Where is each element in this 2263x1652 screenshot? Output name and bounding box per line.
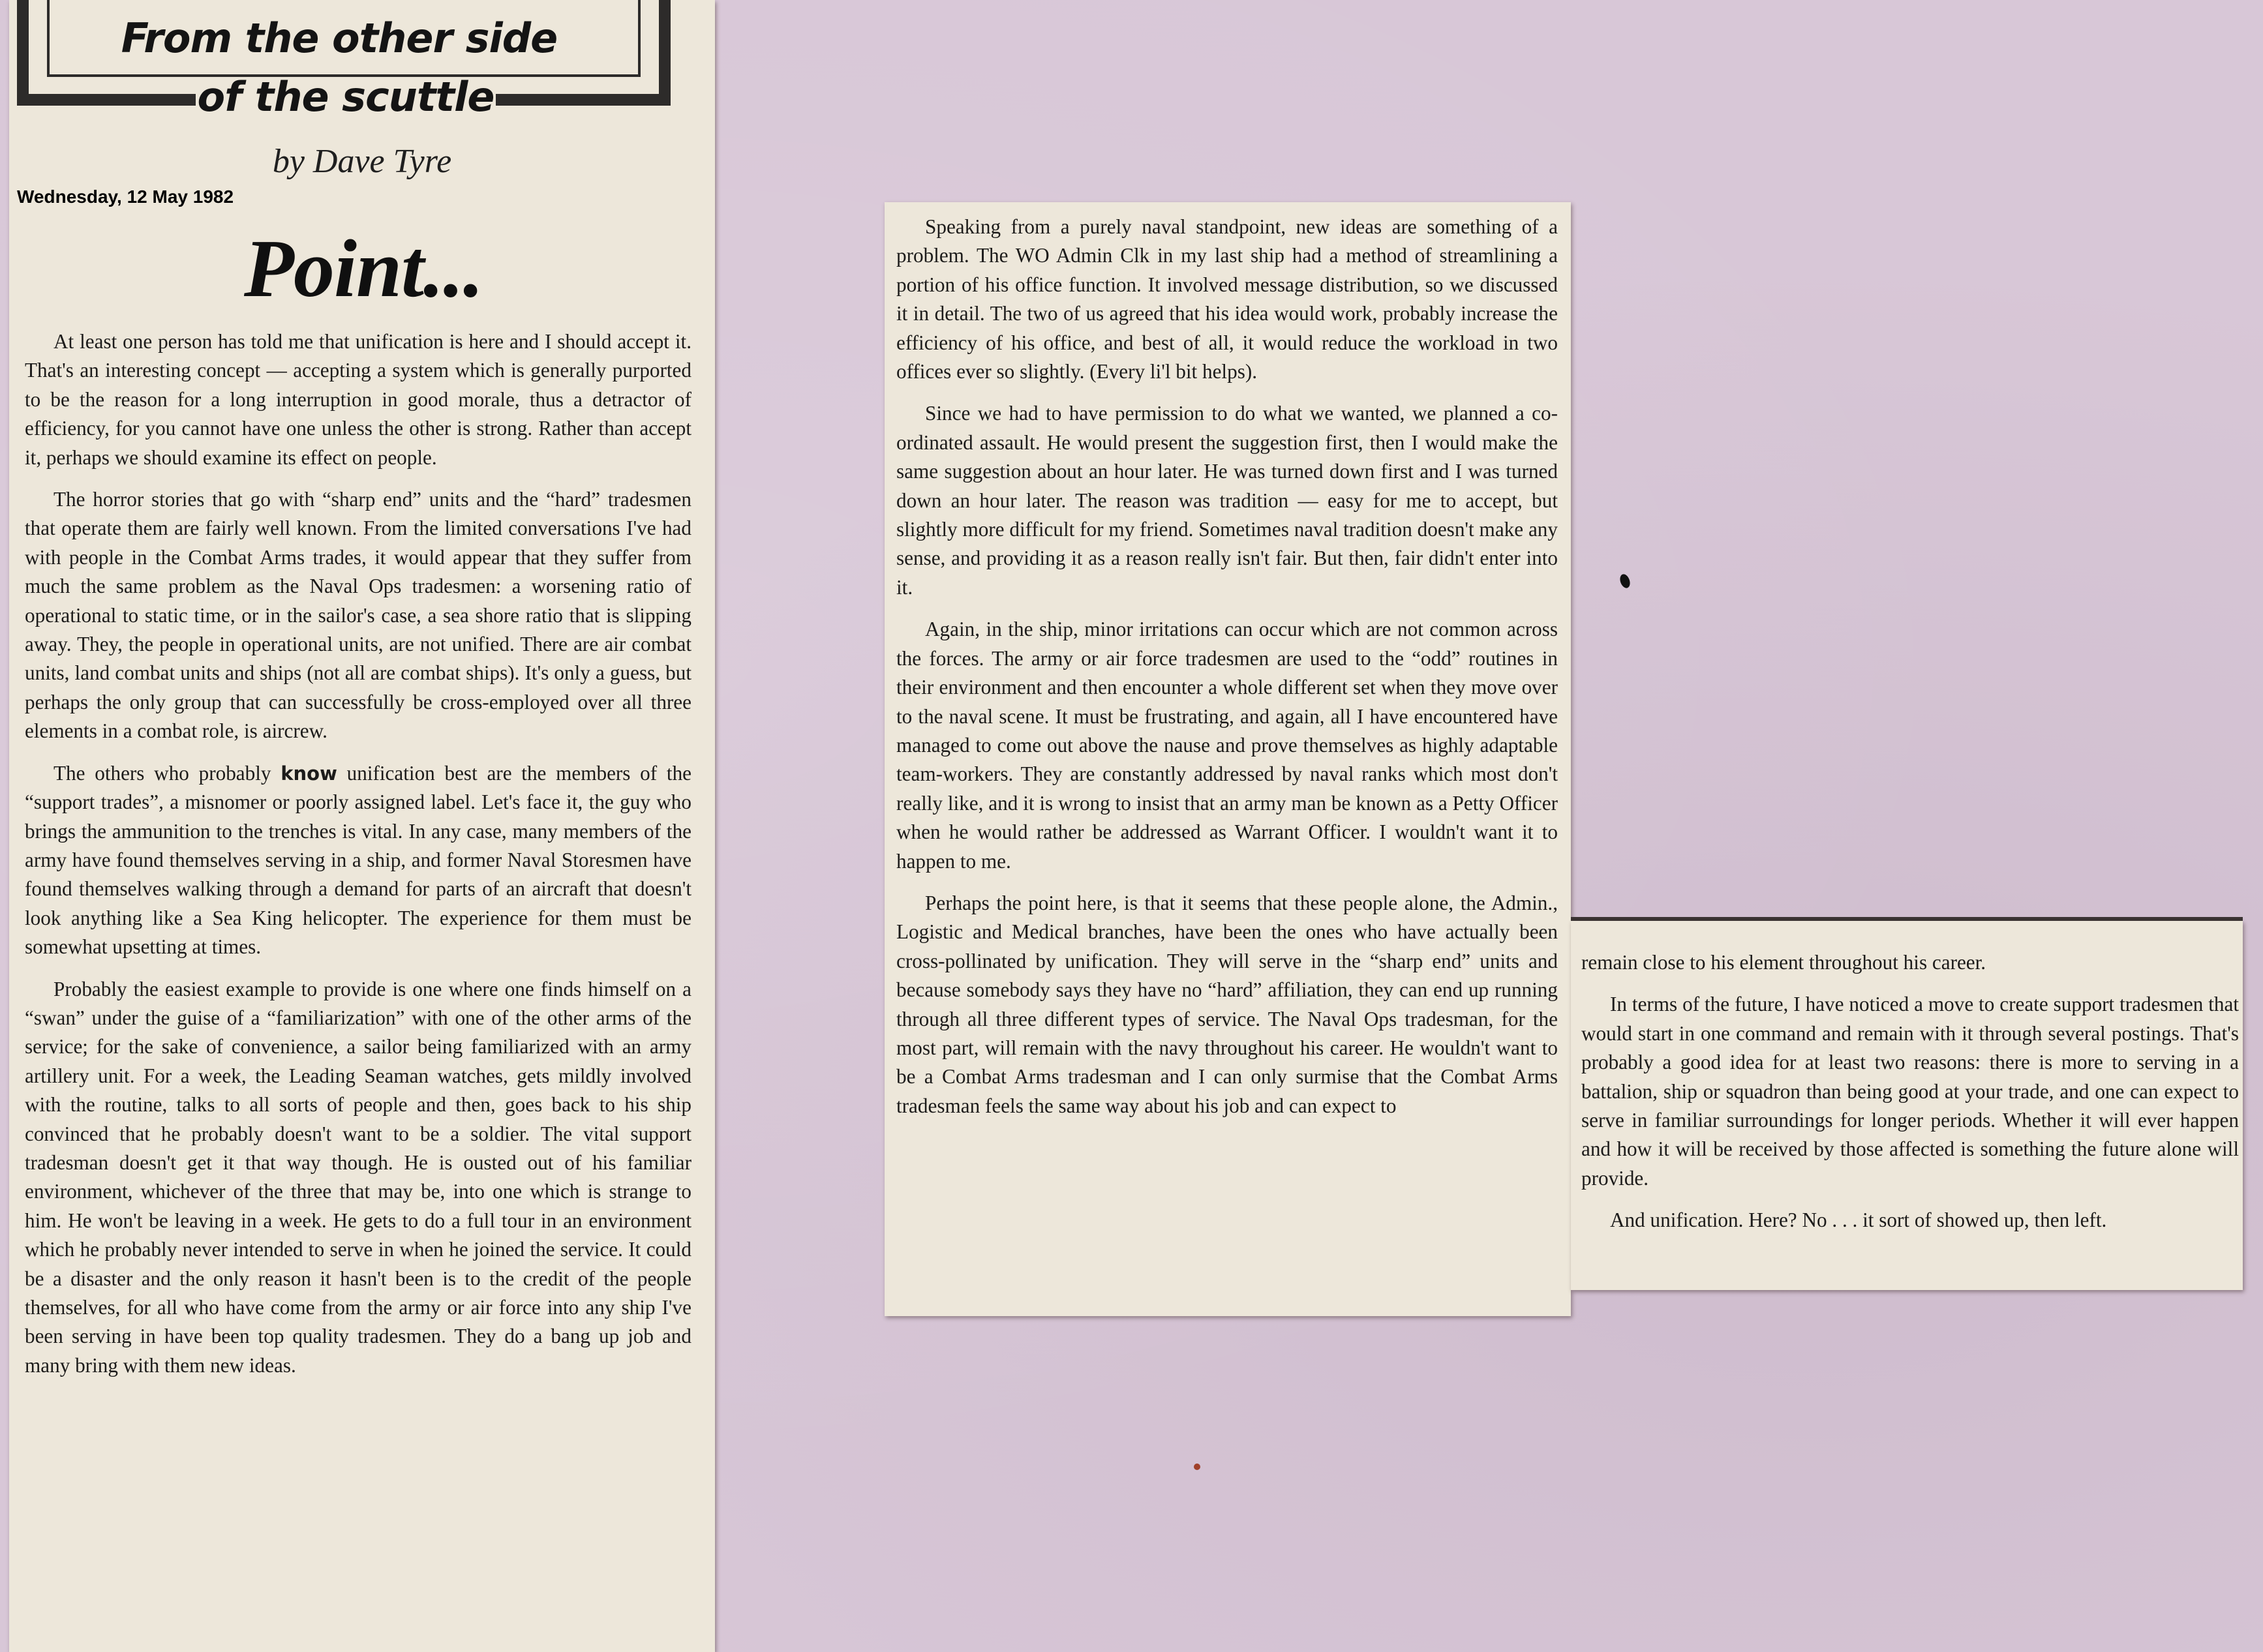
dateline: Wednesday, 12 May 1982	[17, 187, 234, 207]
clipping-fold-edge	[1571, 917, 2243, 921]
paragraph: The horror stories that go with “sharp end” units and the “hard” tradesmen that operate them are fairly well known. From the limited conversations I've had with people in the Combat Arms trades, it would appear that they suffer from much the same problem as the Naval Ops tradesmen: a worsening ratio of operational to static time, or in the sailor's case, a sea shore ratio that is slipping away. They, the people in operational units, are not unified. There are air combat units, land combat units and ships (not all are combat ships). It's only a guess, but perhaps the only group that can successfully be cross-employed over all three elements in a combat role, is aircrew.	[25, 488, 691, 743]
ink-speck	[1194, 1464, 1200, 1470]
paragraph: Again, in the ship, minor irritations can occur which are not common across the forces. The army or air force tradesmen are used to the “odd” routines in their environment and then encounter a whole different set when they move over to the naval scene. It must be frustrating, and again, all I have encountered have managed to come out above the nause and prove themselves as highly adaptable team-workers. They are constantly addressed by naval ranks which most don't really like, and it is wrong to insist that an army man be known as a Petty Officer when he would rather be addressed as Warrant Officer. I wouldn't want it to happen to me.	[896, 618, 1558, 873]
paragraph: Speaking from a purely naval standpoint, new ideas are something of a problem. The WO Admin Clk in my last ship had a method of streamlining a portion of his office function. It involved message distribution, so we discussed it in detail. The two of us agreed that his idea would work, probably increase the efficiency of his office, and best of all, it would reduce the workload in two offices ever so slightly. (Every li'l bit helps).	[896, 215, 1558, 383]
paragraph: Since we had to have permission to do what we wanted, we planned a co-ordinated assault. He would present the suggestion first, then I would make the same suggestion about an hour later. He was turned down first and I was turned down an hour later. The reason was tradition — easy for me to accept, but slightly more difficult for my friend. Sometimes naval tradition doesn't make any sense, and providing it as a reason really isn't fair. But then, fair didn't enter into it.	[896, 402, 1558, 599]
paragraph: In terms of the future, I have noticed a move to create support tradesmen that would start in one command and remain with it through several postings. That's probably a good idea for at least two reasons: there is more to serving in a battalion, ship or squadron than being good at your trade, and one can expect to serve in familiar surroundings for longer periods. Whether it will ever happen and how it will be received by those affected is something the future alone will provide.	[1581, 993, 2239, 1190]
text-run: The others who probably	[53, 761, 281, 785]
paragraph: At least one person has told me that unification is here and I should accept it. That's an interesting concept — accepting a system which is generally purported to be the reason for a long interruption in good morale, thus a detractor of efficiency, for you cannot have one unless the other is strong. Rather than accept it, perhaps we should examine its effect on people.	[25, 330, 691, 469]
paragraph: Probably the easiest example to provide is one where one finds himself on a “swan” under the guise of a “familiarization” with one of the other arms of the service; for the sake of convenience, a sailor being familiarized with an army artillery unit. For a week, the Leading Seaman watches, gets mildly involved with the routine, talks to all sorts of people and then, goes back to his ship convinced that he probably doesn't want to be a soldier. The vital support tradesman doesn't get it that way though. He is ousted out of his familiar environment, whichever of the three that may be, into one which is strange to him. He won't be leaving in a week. He gets to do a full tour in an environment which he probably never intended to serve in when he joined the service. It could be a disaster and the only reason it hasn't been is to the credit of the people themselves, for all who have come from the army or air force into any ship I've been serving in have been top quality tradesmen. They do a bang up job and many bring with them new ideas.	[25, 977, 691, 1377]
article-column-1	[25, 327, 691, 1393]
kicker-line-2: of the scuttle	[196, 77, 496, 117]
paragraph	[25, 759, 691, 962]
article-column-2	[896, 213, 1558, 1134]
kicker-line-1: From the other side	[121, 14, 558, 62]
paragraph: And unification. Here? No . . . it sort of showed up, then left.	[1610, 1209, 2107, 1232]
text-run: unification best are the members of the “support trades”, a misnomer or poorly assigned label. Let's face it, the guy who brings the ammunition to the trenches is vital. In any case, many members of the army have found themselves serving in a ship, and former Naval Storesmen have found themselves walking through a demand for parts of an aircraft that doesn't look anything like a Sea King helicopter. The experience for them must be somewhat upsetting at times.	[25, 761, 692, 959]
paragraph-continuation: remain close to his element throughout his career.	[1581, 951, 1986, 974]
article-column-3	[1581, 948, 2239, 1248]
paragraph: Perhaps the point here, is that it seems that these people alone, the Admin., Logistic and Medical branches, have been the ones who have actually been cross-pollinated by unification. They will serve in the “sharp end” units and because somebody says they have no “hard” affiliation, they can end up running through all three different types of service. The Naval Ops tradesman, for the most part, will remain with the navy throughout his career. He wouldn't want to be a Combat Arms tradesman and I can only surmise that the Combat Arms tradesman feels the same way about his job and can expect to	[896, 891, 1558, 1117]
emphasis-word: know	[281, 762, 337, 785]
byline: by Dave Tyre	[272, 143, 452, 180]
headline: Point...	[244, 224, 483, 314]
